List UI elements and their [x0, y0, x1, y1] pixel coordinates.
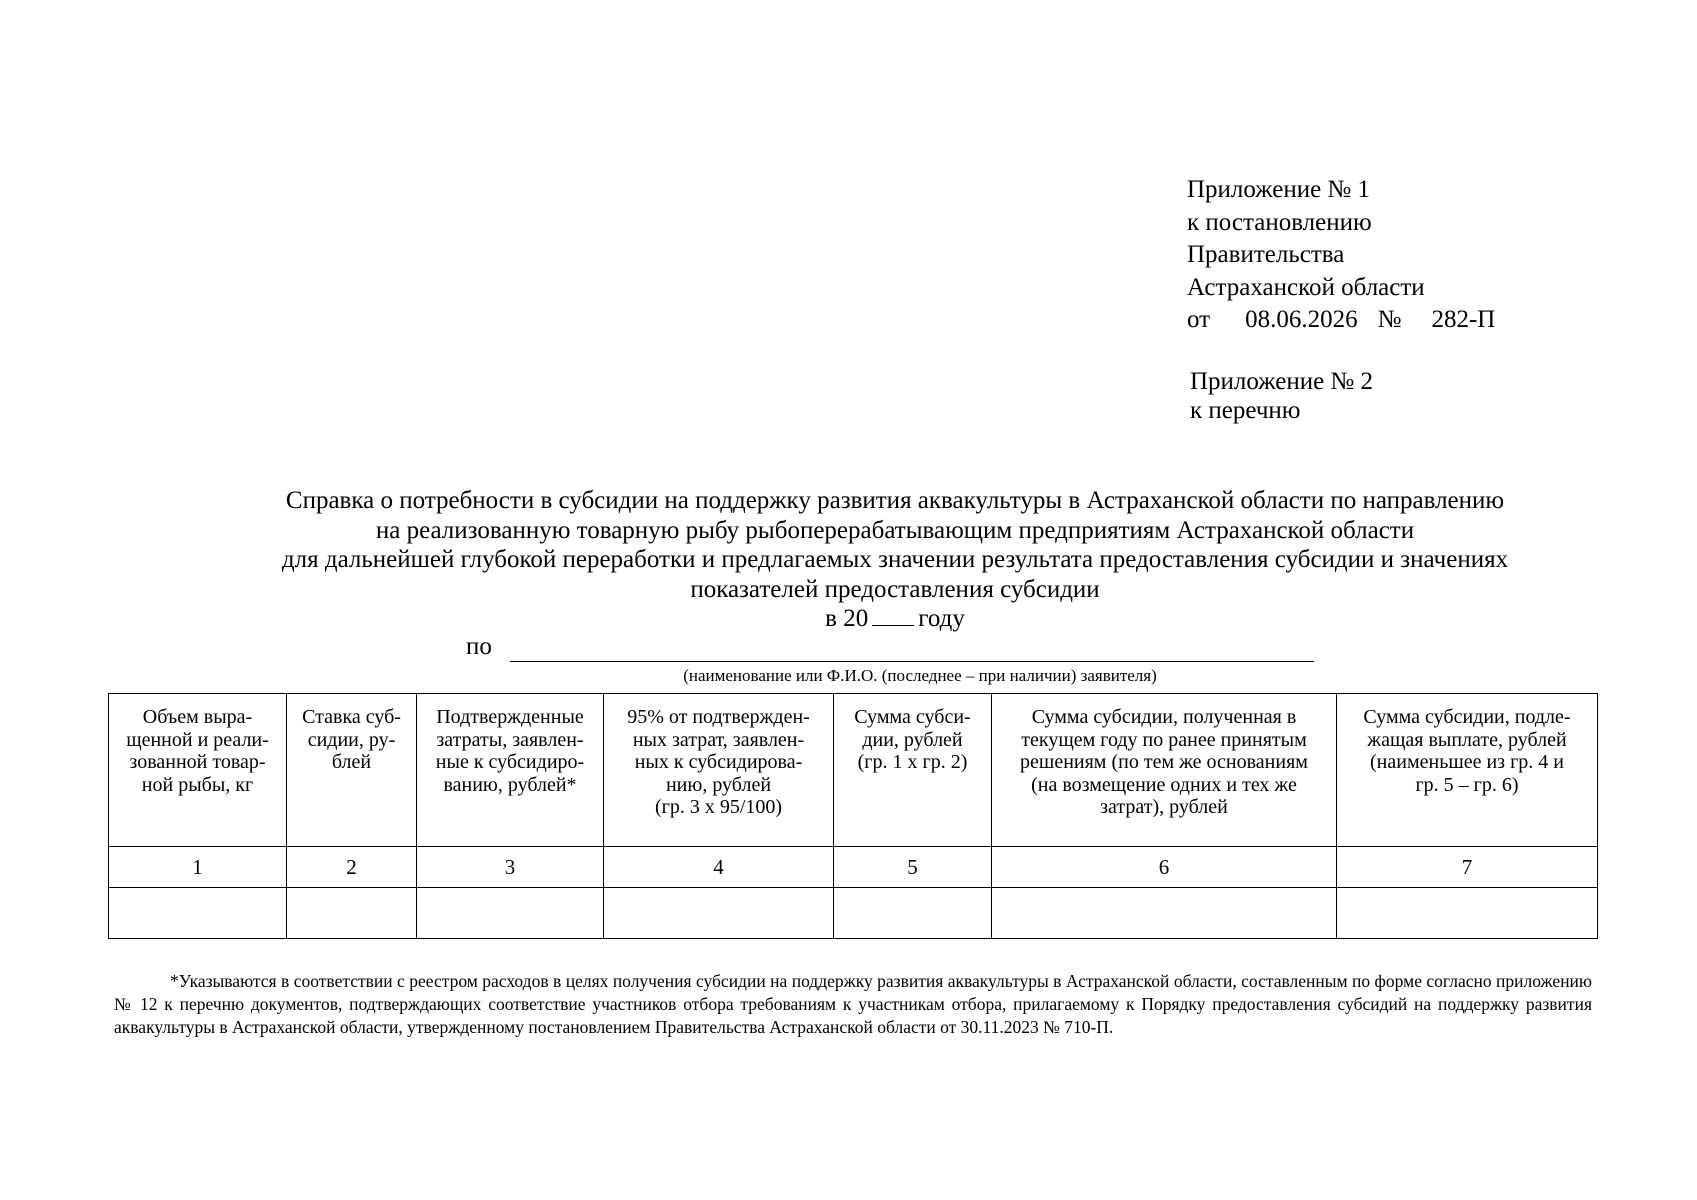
- year-suffix: году: [918, 605, 965, 632]
- year-prefix: в 20: [825, 605, 869, 632]
- footnote: *Указываются в соответствии с реестром расходов в целях получения субсидии на поддержку развития аквакультуры в Астраханской области, составленным по форме согласно приложению № 12 к перечню документов, подтверждающих соответствие участников отбора требованиям к участникам отбора, прилагаемому к Порядку предоставления субсидий на поддержку развития аквакультуры в Астраханской области, утвержденному постановлением Правительства Астраханской области от 30.11.2023 № 710-П.: [114, 971, 1592, 1037]
- title-year-line: [150, 604, 1640, 634]
- year-blank-field[interactable]: [872, 605, 914, 626]
- subsidy-table: [108, 693, 1598, 939]
- table-input-cell[interactable]: [109, 888, 287, 939]
- table-input-cell[interactable]: [992, 888, 1337, 939]
- table-column-number: 2: [287, 847, 417, 888]
- table-input-cell[interactable]: [834, 888, 992, 939]
- appendix-1-line-government: Правительства: [1187, 241, 1345, 268]
- table-input-cell[interactable]: [417, 888, 604, 939]
- applicant-prefix: по: [466, 633, 492, 660]
- number-sign: №: [1377, 306, 1402, 333]
- appendix-1-line-region: Астраханской области: [1187, 273, 1425, 301]
- appendix-2-block: [1190, 367, 1373, 425]
- table-column-number: 7: [1337, 847, 1598, 888]
- appendix-1-date-line: [1187, 304, 1495, 337]
- title-line-1: Справка о потребности в субсидии на поддержку развития аквакультуры в Астраханской области по направлению: [285, 487, 1505, 514]
- resolution-number: 282-П: [1431, 306, 1496, 333]
- table-column-number: 5: [834, 847, 992, 888]
- title-line-4: показателей предоставления субсидии: [690, 575, 1100, 603]
- table-data-row: [109, 888, 1598, 939]
- applicant-name-field[interactable]: [510, 661, 1314, 662]
- appendix-1-title: Приложение № 1: [1187, 176, 1371, 203]
- date-from-label: от: [1187, 306, 1211, 333]
- table-header-cell: Сумма субсидии, подле- жащая выплате, рублей (наименьшее из гр. 4 и гр. 5 – гр. 6): [1337, 694, 1598, 847]
- table-header-row: [109, 694, 1598, 847]
- table-header-cell: Подтвержденные затраты, заявлен- ные к субсидиро- ванию, рублей*: [417, 694, 604, 847]
- table-column-number: 4: [604, 847, 834, 888]
- resolution-date: 08.06.2026: [1245, 306, 1358, 333]
- table-column-number: 1: [109, 847, 287, 888]
- title-line-3: для дальнейшей глубокой переработки и предлагаемых значении результата предоставления субсидии и значениях: [281, 546, 1509, 573]
- table-header-cell: Сумма субси- дии, рублей (гр. 1 х гр. 2): [834, 694, 992, 847]
- appendix-1-block: [1187, 174, 1495, 337]
- table-input-cell[interactable]: [287, 888, 417, 939]
- table-header-cell: Ставка суб- сидии, ру- блей: [287, 694, 417, 847]
- table-column-number: 6: [992, 847, 1337, 888]
- title-line-2: на реализованную товарную рыбу рыбоперерабатывающим предприятиям Астраханской области: [375, 516, 1415, 544]
- table-header-cell: Объем выра- щенной и реали- зованной товар- ной рыбы, кг: [109, 694, 287, 847]
- table-column-numbers-row: [109, 847, 1598, 888]
- document-title: [150, 486, 1640, 634]
- table-header-cell: Сумма субсидии, полученная в текущем году по ранее принятым решениям (по тем же основаниям (на возмещение одних и тех же затрат), рублей: [992, 694, 1337, 847]
- appendix-1-line-resolution: к постановлению: [1187, 208, 1372, 236]
- table-input-cell[interactable]: [1337, 888, 1598, 939]
- table-header-cell: 95% от подтвержден- ных затрат, заявлен- ных к субсидирова- нию, рублей (гр. 3 х 95/100): [604, 694, 834, 847]
- appendix-2-line-list: к перечню: [1190, 397, 1301, 424]
- applicant-hint: (наименование или Ф.И.О. (последнее – при наличии) заявителя): [683, 666, 1157, 685]
- table-column-number: 3: [417, 847, 604, 888]
- appendix-2-title: Приложение № 2: [1190, 368, 1374, 395]
- table-input-cell[interactable]: [604, 888, 834, 939]
